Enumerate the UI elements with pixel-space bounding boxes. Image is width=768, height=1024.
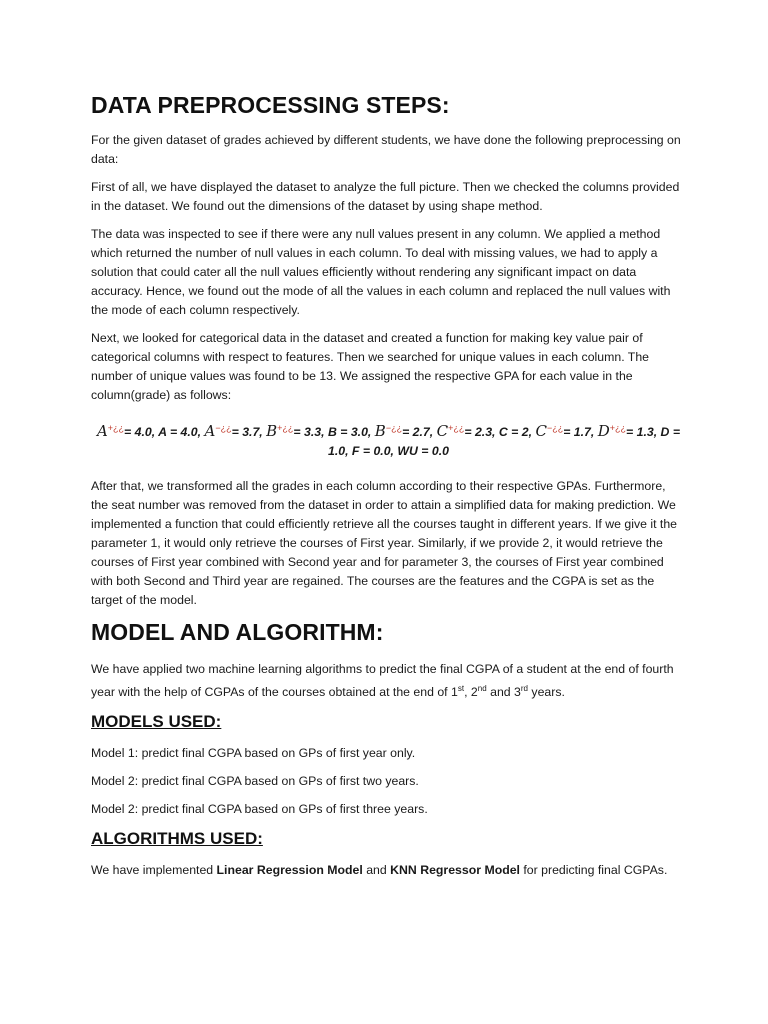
heading-model-algorithm: MODEL AND ALGORITHM: [91, 619, 384, 646]
heading-algorithms-used: ALGORITHMS USED: [91, 829, 263, 849]
formula-item: C+¿¿= 2.3, C = 2, [436, 422, 536, 441]
paragraph-null-values: The data was inspected to see if there were any null values present in any column. We applied a method which returned the number of null values in each column. To deal with missing values, we had to apply a solution that could cater all the null values efficiently without rendering any significant impact on data accuracy. Hence, we found out the mode of all the values in each column and replaced the null values with the mode of each column respectively. [91, 227, 671, 317]
gpa-formula [91, 419, 686, 461]
formula-item: D+¿¿= 1.3, D = [597, 422, 681, 441]
paragraph-display-dataset: First of all, we have displayed the dataset to analyze the full picture. Then we checked the columns provided in the dataset. We found out the dimensions of the dataset by using shape method. [91, 180, 680, 213]
formula-item: C−¿¿= 1.7, [535, 422, 598, 441]
formula-item: B−¿¿= 2.7, [374, 422, 437, 441]
model-item: Model 2: predict final CGPA based on GPs of first two years. [91, 774, 419, 789]
heading-models-used: MODELS USED: [91, 712, 222, 732]
paragraph-intro: For the given dataset of grades achieved by different students, we have done the following preprocessing on data: [91, 133, 681, 166]
paragraph-algorithms-intro: We have applied two machine learning algorithms to predict the final CGPA of a student at the end of fourth year with the help of CGPAs of the courses obtained at the end of 1st, 2nd and 3rd years. [91, 662, 674, 700]
formula-line-2: 1.0, F = 0.0, WU = 0.0 [328, 444, 449, 459]
formula-item: A−¿¿= 3.7, [204, 422, 267, 441]
model-item: Model 1: predict final CGPA based on GPs of first year only. [91, 746, 416, 761]
paragraph-categorical-data: Next, we looked for categorical data in the dataset and created a function for making key value pair of categorical columns with respect to features. Then we searched for unique values in each column. The number of unique values was found to be 13. We assigned the respective GPA for each value in the column(grade) as follows: [91, 331, 649, 402]
model-item: Model 2: predict final CGPA based on GPs of first three years. [91, 802, 428, 817]
paragraph-transform-grades: After that, we transformed all the grades in each column according to their respective GPAs. Furthermore, the seat number was removed from the dataset in order to attain a simplified data for making prediction. We implemented a function that could efficiently retrieve all the courses taught in different years. If we give it the parameter 1, it would only retrieve the courses of First year. Similarly, if we provide 2, it would retrieve the courses of First year combined with Second year and for parameter 3, the courses of First year combined with both Second and Third year are regained. The courses are the features and the CGPA is set as the target of the model. [91, 479, 678, 608]
heading-data-preprocessing: DATA PREPROCESSING STEPS: [91, 92, 450, 118]
formula-item: B+¿¿= 3.3, B = 3.0, [266, 422, 375, 441]
formula-item: A+¿¿= 4.0, A = 4.0, [96, 422, 205, 441]
paragraph-algorithms-used: We have implemented Linear Regression Model and KNN Regressor Model for predicting final CGPAs. [91, 863, 668, 878]
